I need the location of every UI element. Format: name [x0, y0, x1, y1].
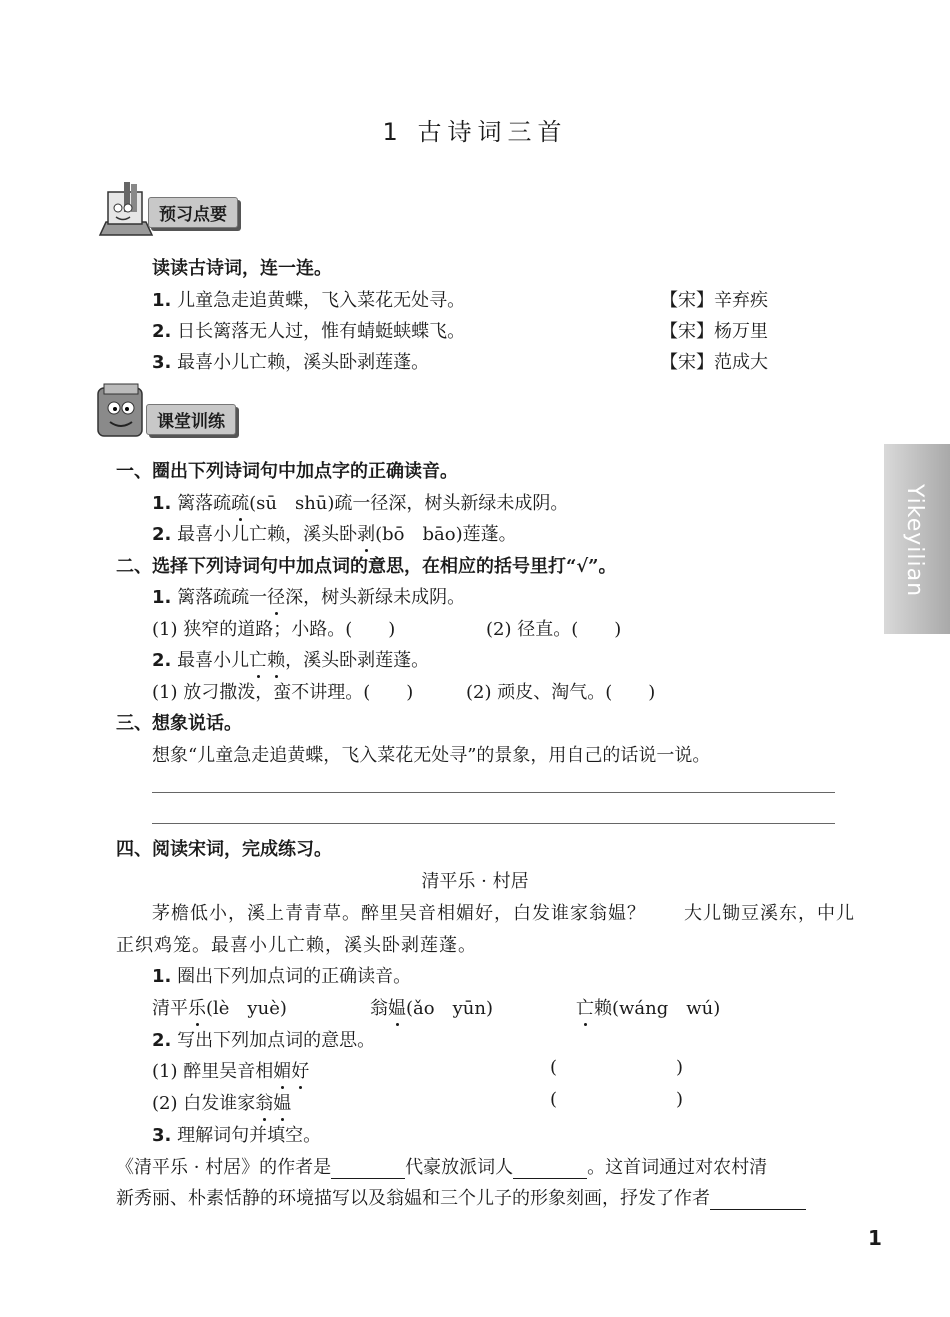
q2-item-1: 1. 篱落疏疏一径深，树头新绿未成阴。 [152, 583, 465, 609]
blank-feeling[interactable] [710, 1191, 806, 1210]
q2-option-1a[interactable]: (1) 狭窄的道路；小路。( ) [152, 619, 396, 640]
side-tab-label: Yikeyilian [902, 484, 927, 598]
answer-line-1[interactable] [152, 792, 835, 793]
q4-sub2-b: (2) 白发谁家翁媪 [152, 1089, 291, 1115]
mascot-icon [94, 380, 150, 440]
q2-option-2b[interactable]: (2) 顽皮、淘气。( ) [466, 682, 656, 703]
q4-sub2-a: (1) 醉里吴音相媚好 [152, 1057, 309, 1083]
q4-sub3: 3. 理解词句并填空。 [152, 1125, 322, 1146]
preview-author-3: 【宋】范成大 [660, 352, 768, 373]
q3-text: 想象“儿童急走追黄蝶，飞入菜花无处寻”的景象，用自己的话说一说。 [152, 745, 711, 766]
book-mascot-icon [96, 180, 156, 240]
preview-item-2: 2. 日长篱落无人过，惟有蜻蜓蛱蝶飞。 [152, 321, 466, 342]
q4-sub1-c: 亡赖(wáng wú) [576, 994, 720, 1020]
q4-sub1-a: 清平乐(lè yuè) [152, 994, 287, 1020]
q3-heading: 三、想象说话。 [116, 713, 242, 734]
q4-fill-line-1: 《清平乐 · 村居》的作者是 代豪放派词人 。这首词通过对农村清 [116, 1157, 768, 1178]
side-tab [884, 444, 950, 634]
q2-item-2: 2. 最喜小儿亡赖，溪头卧剥莲蓬。 [152, 646, 429, 672]
preview-item-1: 1. 儿童急走追黄蝶，飞入菜花无处寻。 [152, 290, 466, 311]
preview-author-2: 【宋】杨万里 [660, 321, 768, 342]
q4-sub1-b: 翁媪(ǎo yūn) [370, 994, 493, 1020]
q4-sub2-a-paren-close[interactable]: ) [676, 1057, 684, 1078]
q2-heading: 二、选择下列诗词句中加点词的意思，在相应的括号里打“√”。 [116, 556, 617, 577]
blank-poet[interactable] [513, 1160, 587, 1179]
q1-item-2: 2. 最喜小儿亡赖，溪头卧剥(bō bāo)莲蓬。 [152, 520, 517, 546]
answer-line-2[interactable] [152, 823, 835, 824]
preview-item-3: 3. 最喜小儿亡赖，溪头卧剥莲蓬。 [152, 352, 430, 373]
preview-author-1: 【宋】辛弃疾 [660, 290, 768, 311]
q4-sub2: 2. 写出下列加点词的意思。 [152, 1030, 376, 1051]
q2-option-1b[interactable]: (2) 径直。( ) [486, 619, 622, 640]
poem-line-2: 正织鸡笼。最喜小儿亡赖，溪头卧剥莲蓬。 [116, 935, 477, 956]
page-title: 1 古诗词三首 [382, 118, 568, 146]
q4-sub1: 1. 圈出下列加点词的正确读音。 [152, 966, 412, 987]
poem-line-1: 茅檐低小，溪上青青草。醉里吴音相媚好，白发谁家翁媪？ 大儿锄豆溪东，中儿 [152, 903, 855, 924]
q4-heading: 四、阅读宋词，完成练习。 [116, 839, 332, 860]
blank-dynasty[interactable] [331, 1160, 405, 1179]
q4-sub2-a-paren-open[interactable]: ( [550, 1057, 558, 1078]
q2-option-2a[interactable]: (1) 放刁撒泼，蛮不讲理。( ) [152, 682, 414, 703]
q1-heading: 一、圈出下列诗词句中加点字的正确读音。 [116, 461, 458, 482]
q4-sub2-b-paren-open[interactable]: ( [550, 1089, 558, 1110]
q4-sub2-b-paren-close[interactable]: ) [676, 1089, 684, 1110]
poem-title: 清平乐 · 村居 [421, 871, 529, 892]
page-number: 1 [868, 1226, 882, 1250]
preview-instruction: 读读古诗词，连一连。 [152, 258, 332, 279]
q4-fill-line-2: 新秀丽、朴素恬静的环境描写以及翁媪和三个儿子的形象刻画，抒发了作者 [116, 1184, 806, 1210]
class-training-badge: 课堂训练 [146, 404, 236, 435]
q1-item-1: 1. 篱落疏疏(sū shū)疏一径深，树头新绿未成阴。 [152, 489, 568, 515]
preview-badge: 预习点要 [148, 197, 238, 228]
